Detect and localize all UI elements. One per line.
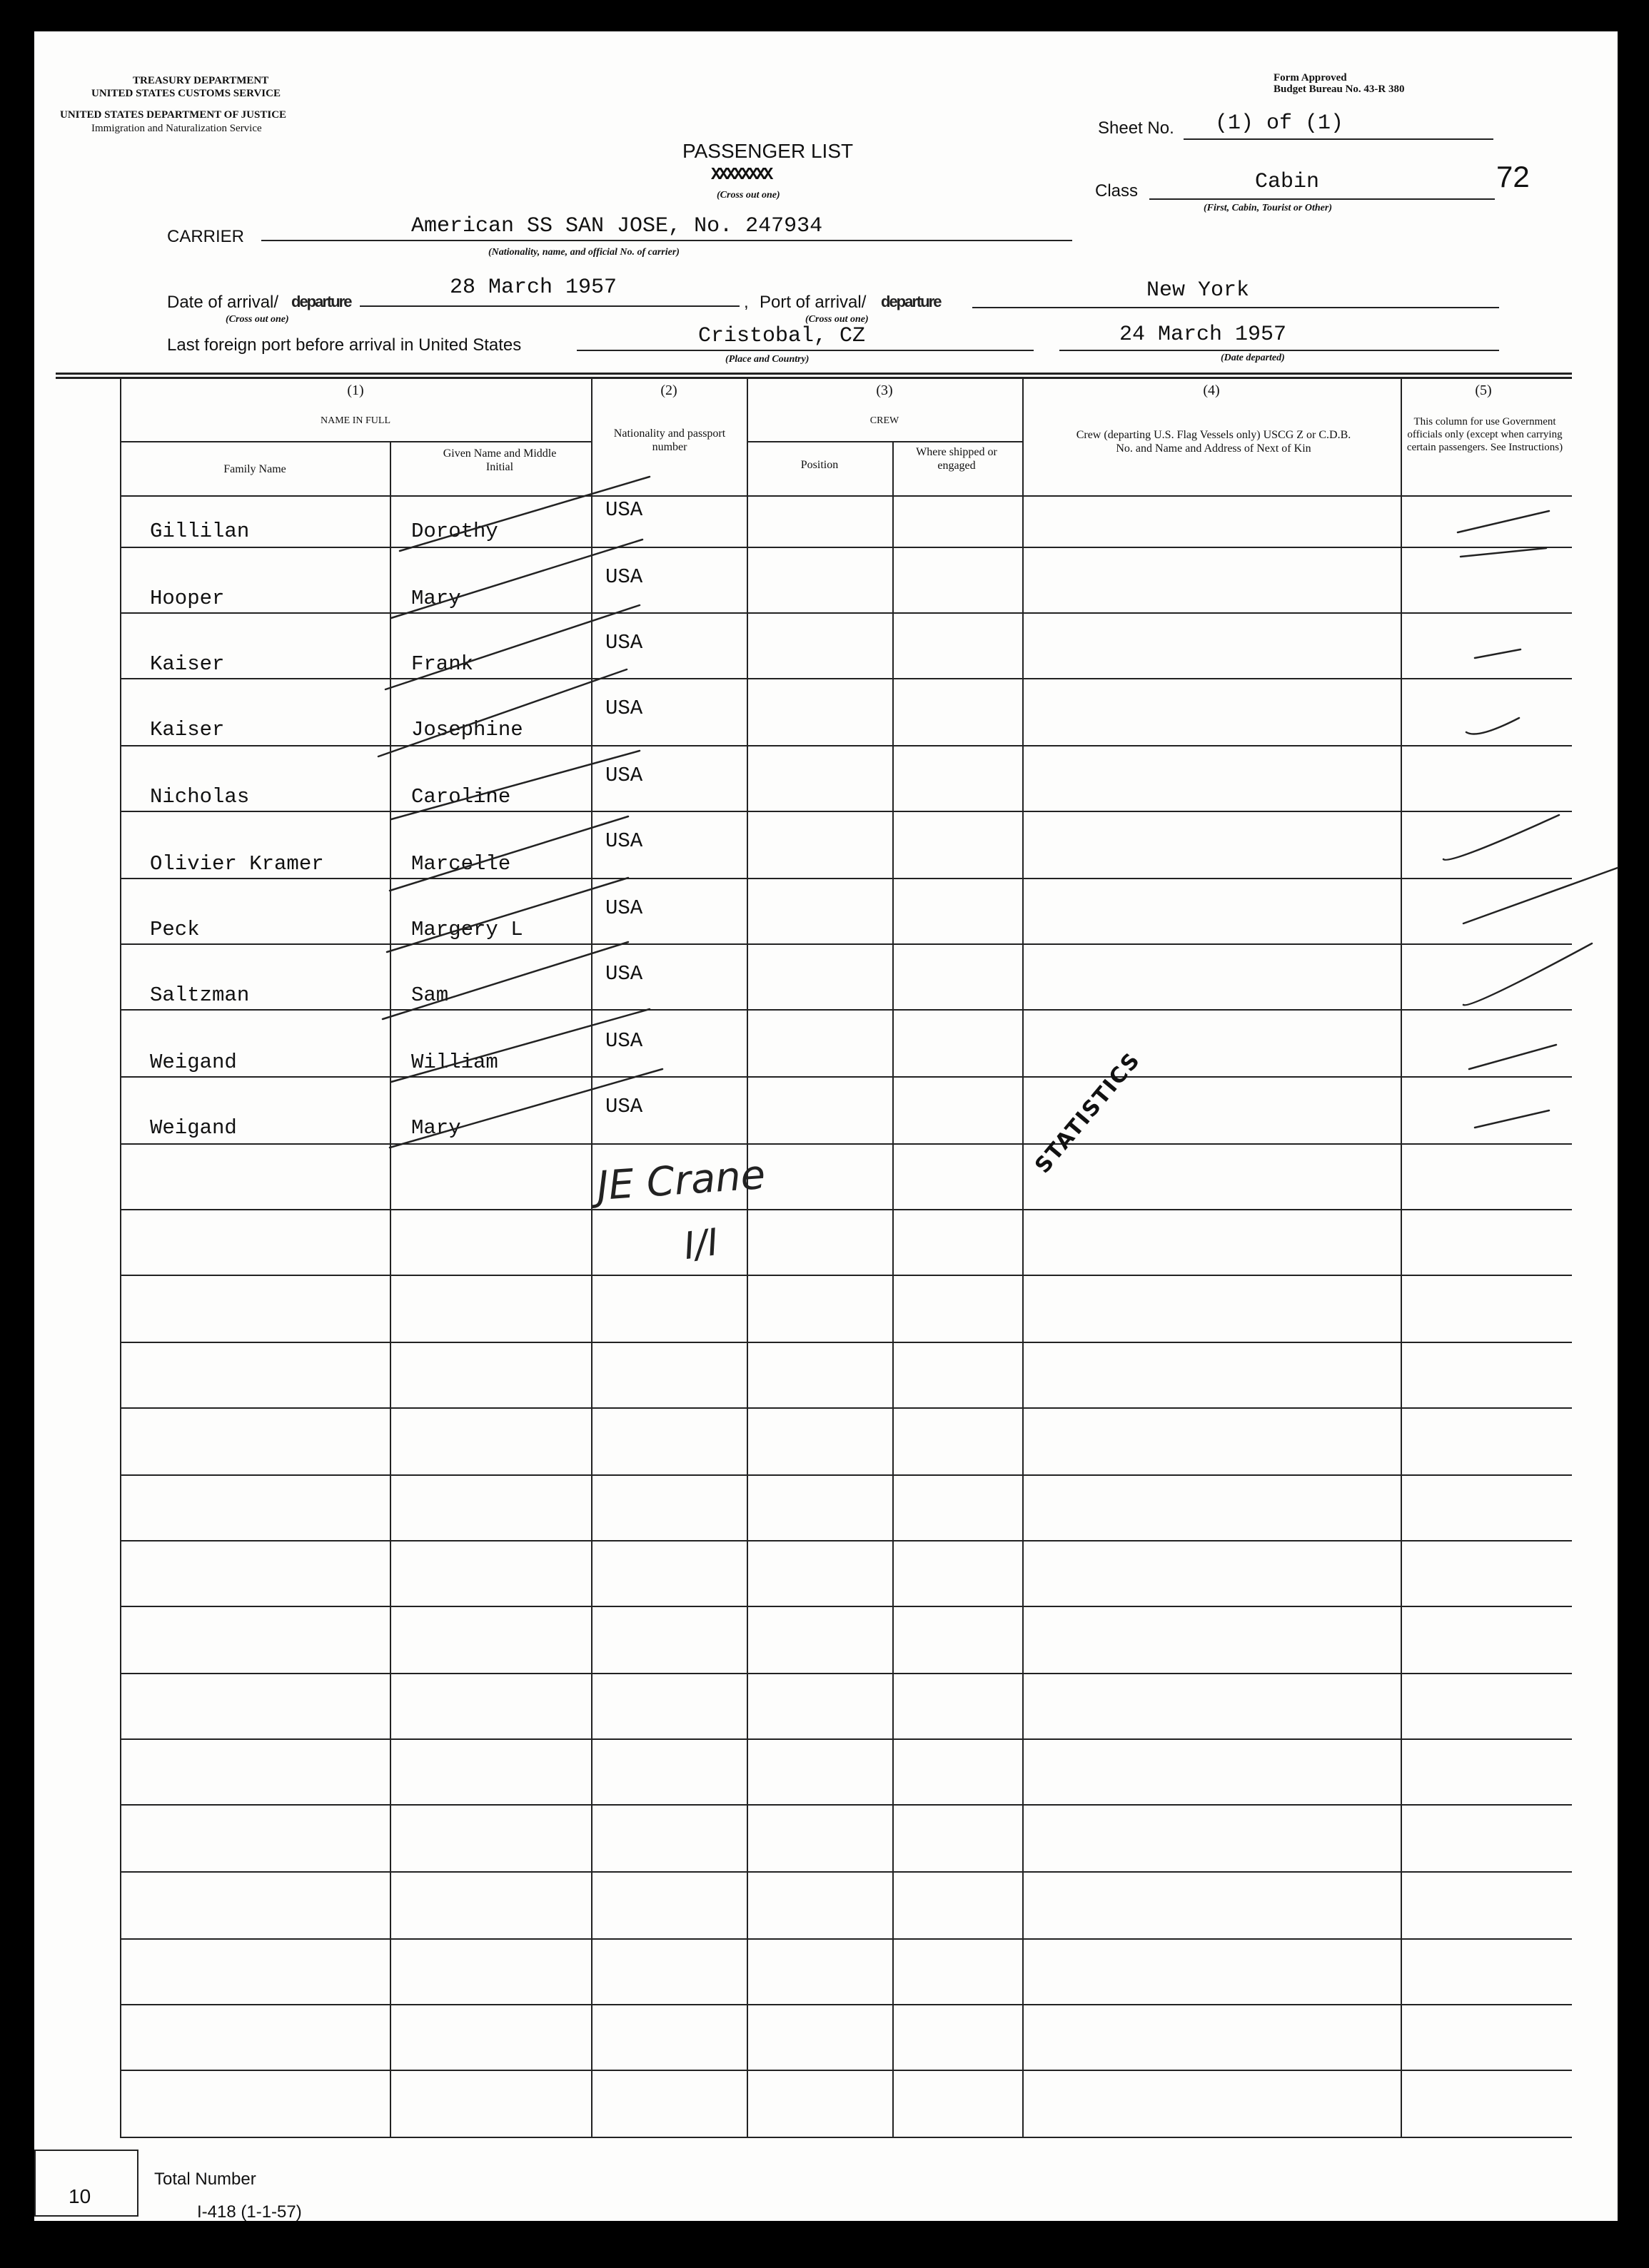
given-name: Mary	[411, 1116, 461, 1140]
strike-line	[391, 1009, 650, 1082]
form-approved: Form Approved	[1274, 72, 1347, 83]
class-caption: (First, Cabin, Tourist or Other)	[1204, 203, 1332, 213]
date-departed-value: 24 March 1957	[1119, 323, 1287, 347]
port-crossed: departure	[881, 293, 941, 310]
family-name: Hooper	[150, 587, 225, 610]
position-header: Position	[800, 459, 839, 471]
check-mark	[1466, 718, 1519, 734]
carrier-caption: (Nationality, name, and official No. of carrier)	[488, 247, 680, 258]
strike-line	[400, 477, 650, 551]
nationality: USA	[605, 896, 643, 920]
check-mark	[1458, 511, 1549, 532]
check-mark	[1469, 1045, 1556, 1069]
given-name: Caroline	[411, 785, 511, 809]
nationality: USA	[605, 829, 643, 853]
strike-line	[387, 878, 628, 952]
strike-line	[390, 816, 628, 891]
nationality: USA	[605, 1029, 643, 1053]
given-name: Josephine	[411, 718, 523, 741]
last-port-label: Last foreign port before arrival in United States	[167, 335, 522, 355]
port-label: Port of arrival/	[760, 293, 867, 312]
given-name-header: Given Name and Middle Initial	[443, 447, 557, 473]
port-sep: ,	[744, 293, 749, 312]
family-name: Nicholas	[150, 785, 250, 809]
budget-bureau: Budget Bureau No. 43-R 380	[1274, 83, 1405, 95]
sheet-label: Sheet No.	[1098, 118, 1174, 138]
nationality: USA	[605, 498, 643, 522]
nationality: USA	[605, 962, 643, 986]
given-name: Marcelle	[411, 852, 511, 876]
check-mark	[1461, 548, 1546, 557]
family-name: Gillilan	[150, 520, 250, 543]
col1-number: (1)	[347, 383, 364, 398]
last-port-value: Cristobal, CZ	[698, 324, 866, 348]
col3-title: CREW	[869, 415, 899, 426]
col4-number: (4)	[1203, 383, 1220, 398]
carrier-label: CARRIER	[167, 227, 245, 246]
form-number: I-418 (1-1-57)	[197, 2202, 302, 2222]
family-name: Olivier Kramer	[150, 852, 324, 876]
strike-line	[391, 540, 642, 618]
col2-title: Nationality and passport number	[613, 427, 726, 453]
total-value: 10	[69, 2185, 91, 2207]
check-mark	[1463, 943, 1592, 1005]
check-mark	[1475, 649, 1521, 658]
signature: JE Crane	[595, 1151, 767, 1210]
class-label: Class	[1095, 181, 1139, 201]
port-caption: (Cross out one)	[805, 314, 869, 325]
col5-number: (5)	[1475, 383, 1492, 398]
form-title: PASSENGER LIST	[682, 140, 854, 162]
given-name: Sam	[411, 983, 449, 1007]
nationality: USA	[605, 764, 643, 787]
family-name-header: Family Name	[223, 463, 286, 475]
treasury-dept: TREASURY DEPARTMENT	[133, 75, 269, 86]
family-name: Kaiser	[150, 718, 225, 741]
check-mark	[1443, 815, 1559, 860]
check-mark	[1475, 1110, 1549, 1128]
ins-label: Immigration and Naturalization Service	[91, 123, 262, 134]
port-value: New York	[1146, 278, 1250, 303]
col4-title: Crew (departing U.S. Flag Vessels only) USCG Z or C.D.B. No. and Name and Address of Next of Kin	[1076, 429, 1351, 455]
arrival-crossed: departure	[291, 293, 351, 310]
handwritten-72: 72	[1496, 160, 1530, 193]
arrival-value: 28 March 1957	[450, 275, 617, 300]
col2-number: (2)	[660, 383, 677, 398]
given-name: Frank	[411, 652, 474, 676]
date-departed-caption: (Date departed)	[1221, 353, 1285, 363]
strike-line	[391, 751, 643, 819]
strike-line	[390, 1069, 662, 1148]
given-name: Margery L	[411, 918, 523, 941]
nationality: USA	[605, 1095, 643, 1118]
nationality: USA	[605, 631, 643, 654]
family-name: Saltzman	[150, 983, 250, 1007]
cross-out-caption: (Cross out one)	[717, 190, 780, 201]
place-caption: (Place and Country)	[725, 354, 810, 365]
given-name: Mary	[411, 587, 461, 610]
check-mark	[1463, 868, 1618, 923]
carrier-value: American SS SAN JOSE, No. 247934	[411, 214, 823, 238]
arrival-label: Date of arrival/	[167, 293, 279, 312]
class-value: Cabin	[1255, 170, 1320, 194]
sheet-value: (1) of (1)	[1215, 111, 1344, 136]
statistics-stamp: STATISTICS	[1030, 1047, 1146, 1178]
strike-line	[385, 605, 643, 689]
customs-service: UNITED STATES CUSTOMS SERVICE	[91, 88, 281, 99]
given-name: William	[411, 1051, 498, 1074]
strike-line	[383, 942, 628, 1019]
dept-justice: UNITED STATES DEPARTMENT OF JUSTICE	[60, 109, 287, 121]
col3-number: (3)	[876, 383, 893, 398]
crossed-out-word: XXXXXXXX	[711, 166, 771, 185]
initials: I/I	[681, 1220, 722, 1269]
col5-title: This column for use Government officials only (except when carrying certain passengers. See Instructions)	[1406, 416, 1563, 453]
family-name: Peck	[150, 918, 200, 941]
family-name: Weigand	[150, 1051, 237, 1074]
strike-line	[378, 669, 627, 756]
arrival-caption: (Cross out one)	[226, 314, 289, 325]
shipped-header: Where shipped or engaged	[916, 446, 997, 472]
nationality: USA	[605, 565, 643, 589]
col1-title: NAME IN FULL	[321, 415, 390, 426]
given-name: Dorothy	[411, 520, 498, 543]
family-name: Kaiser	[150, 652, 225, 676]
total-label: Total Number	[154, 2170, 256, 2189]
family-name: Weigand	[150, 1116, 237, 1140]
nationality: USA	[605, 697, 643, 720]
